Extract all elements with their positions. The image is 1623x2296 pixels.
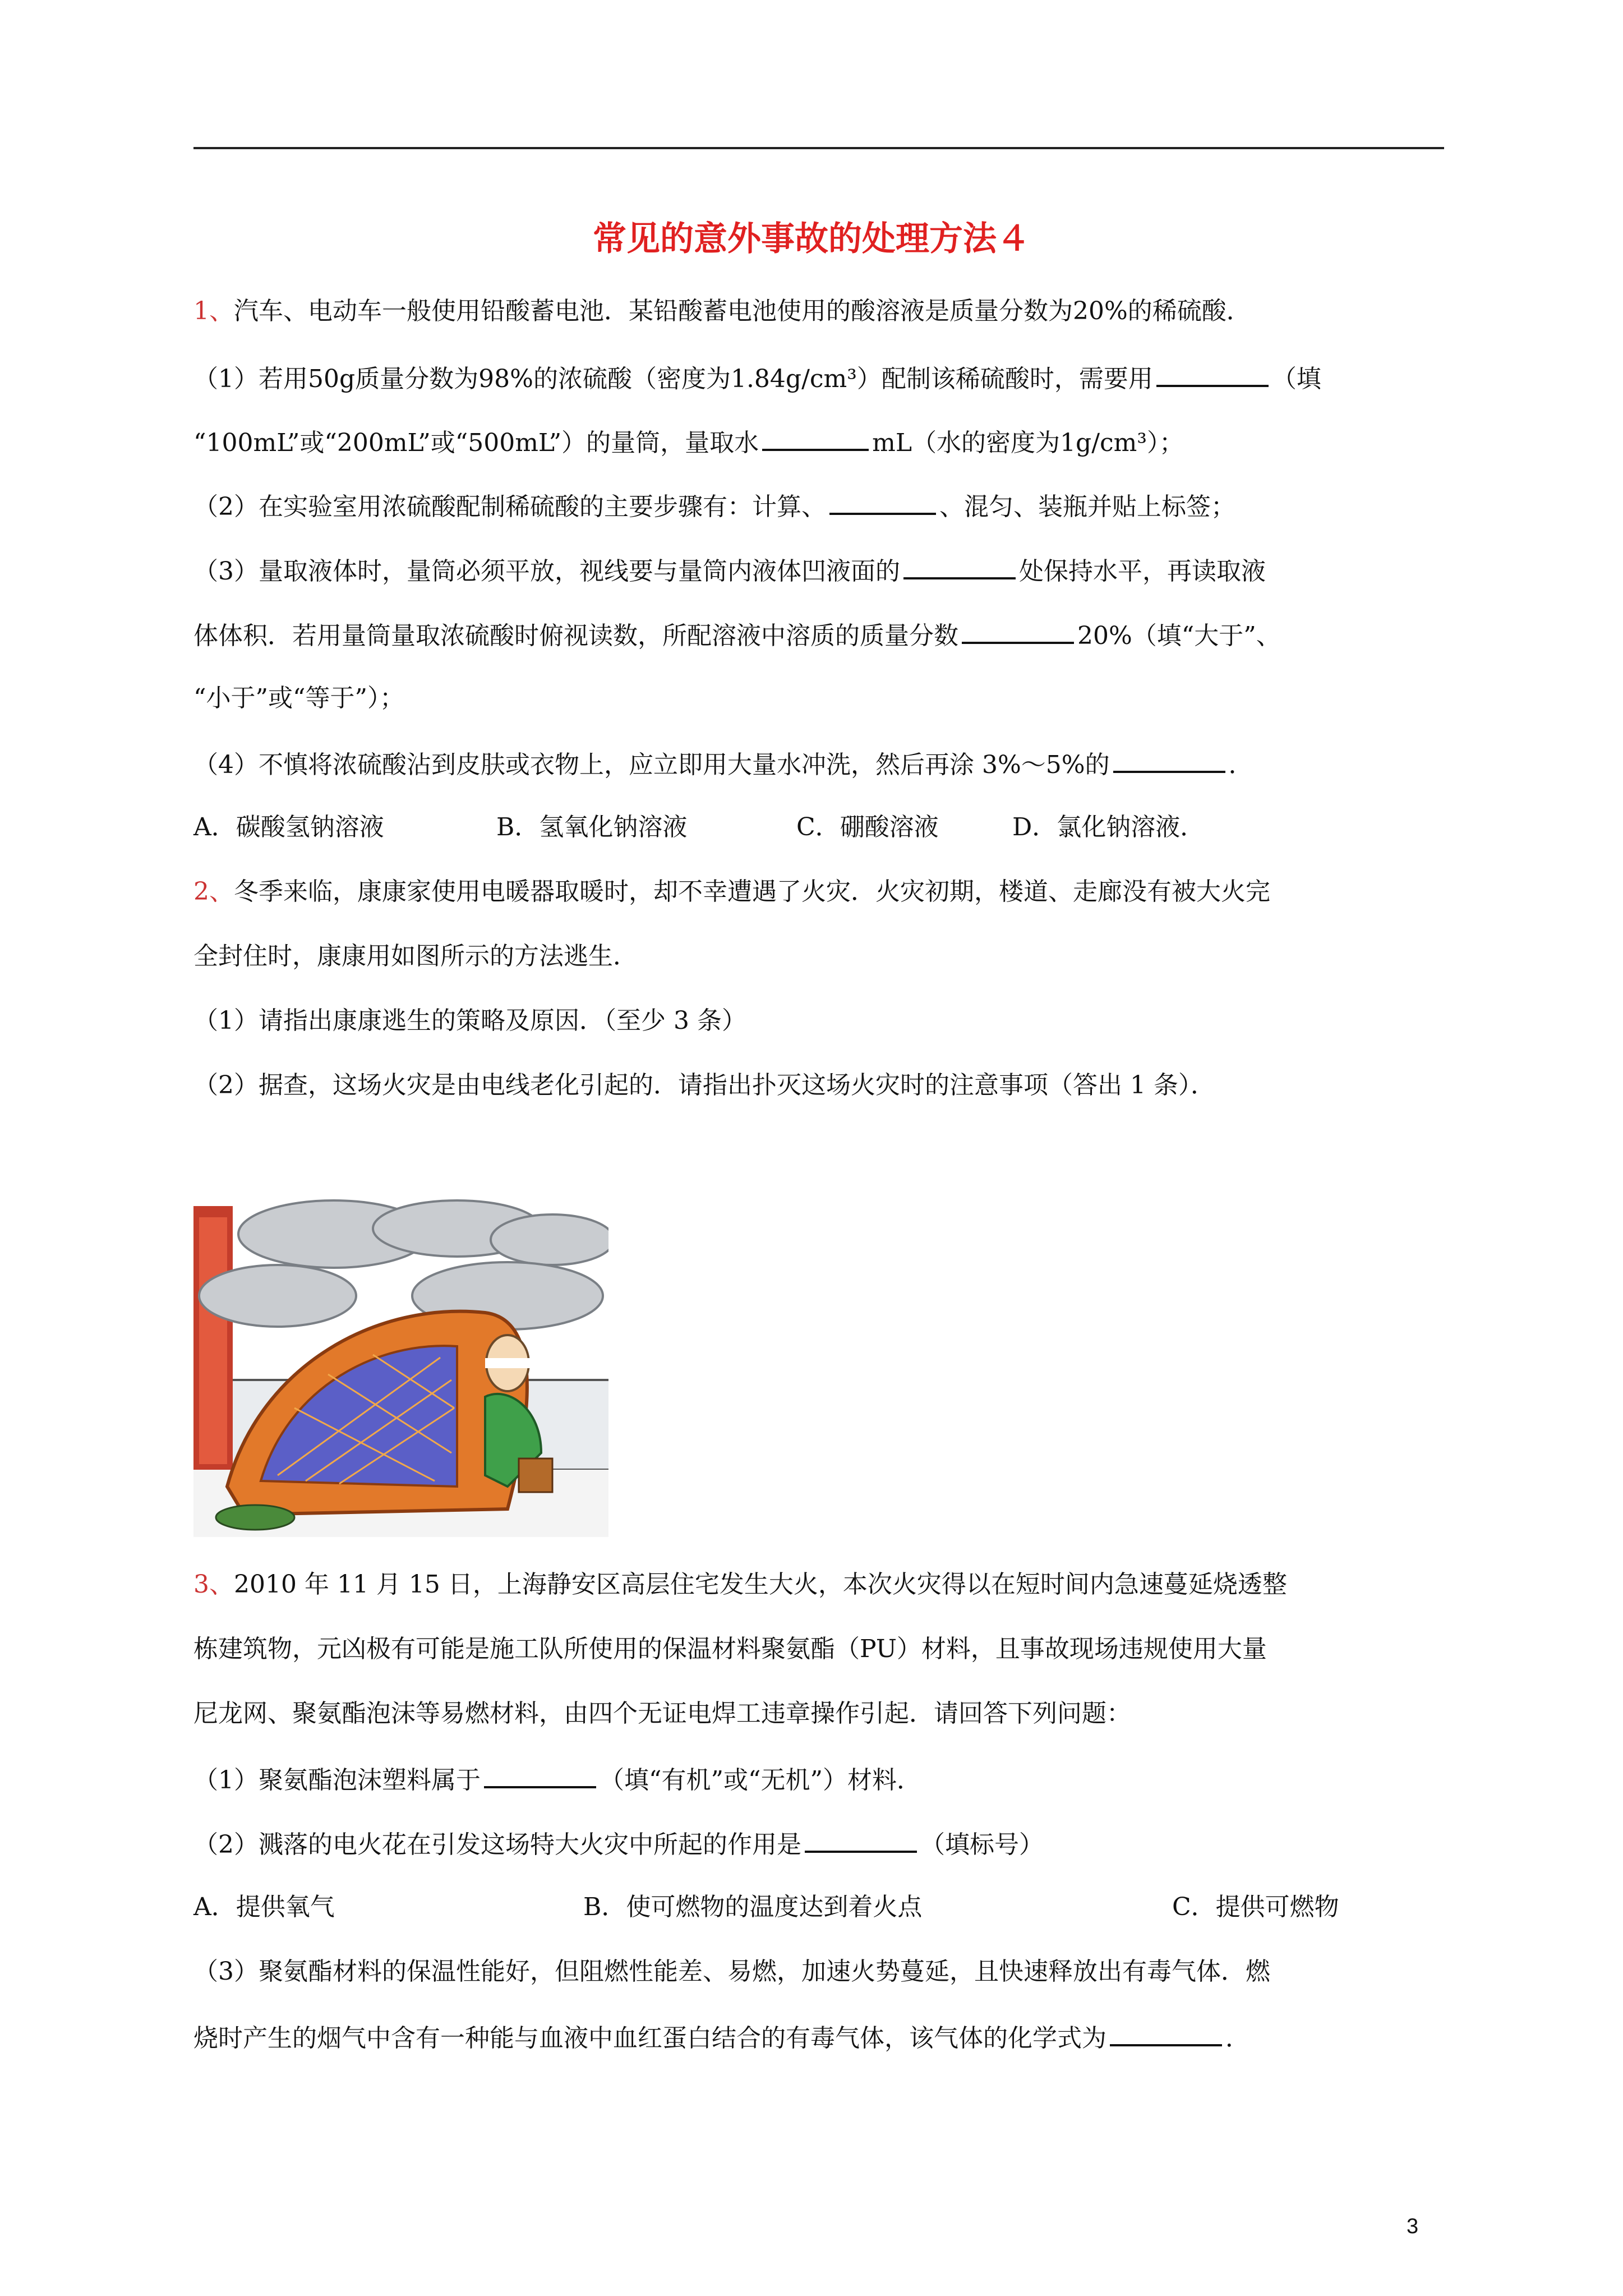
q1-blank-water[interactable] <box>762 424 869 451</box>
q3-part3-line1: （3）聚氨酯材料的保温性能好，但阻燃性能差、易燃，加速火势蔓延，且快速释放出有毒气体．燃 <box>193 1957 1270 1986</box>
q2-stem-line1: 2、冬季来临，康康家使用电暖器取暖时，却不幸遭遇了火灾．火灾初期，楼道、走廊没有被大火完 <box>193 877 1270 906</box>
q1-blank-solution[interactable] <box>1113 746 1225 773</box>
q3-stem-line3: 尼龙网、聚氨酯泡沫等易燃材料，由四个无证电焊工违章操作引起．请回答下列问题： <box>193 1699 1131 1728</box>
q1-option-c[interactable]: C．硼酸溶液 <box>796 813 939 841</box>
q3-blank-material[interactable] <box>484 1761 596 1788</box>
header-rule <box>193 147 1444 149</box>
q3-part1: （1）聚氨酯泡沫塑料属于 （填“有机”或“无机”）材料． <box>193 1761 921 1795</box>
q1-option-a[interactable]: A．碳酸氢钠溶液 <box>193 813 384 841</box>
q1-stem: 1、汽车、电动车一般使用铅酸蓄电池．某铅酸蓄电池使用的酸溶液是质量分数为20%的稀硫酸． <box>193 297 1251 325</box>
q1-number: 1、 <box>193 297 234 325</box>
q1-blank-step[interactable] <box>829 488 936 515</box>
q3-stem-line2: 栋建筑物，元凶极有可能是施工队所使用的保温材料聚氨酯（PU）材料，且事故现场违规使用大量 <box>193 1635 1267 1663</box>
fire-escape-illustration <box>193 1195 608 1537</box>
page-title: 常见的意外事故的处理方法４ <box>593 219 1030 259</box>
q3-option-c[interactable]: C．提供可燃物 <box>1172 1893 1339 1921</box>
q3-part2: （2）溅落的电火花在引发这场特大火灾中所起的作用是 （填标号） <box>193 1826 1044 1860</box>
q2-part2: （2）据查，这场火灾是由电线老化引起的．请指出扑灭这场火灾时的注意事项（答出 1 条）． <box>193 1071 1215 1099</box>
q3-number: 3、 <box>193 1570 234 1599</box>
q3-blank-formula[interactable] <box>1110 2019 1222 2046</box>
q3-stem-line1: 3、2010 年 11 月 15 日，上海静安区高层住宅发生大火，本次火灾得以在短时间内急速蔓延烧透整 <box>193 1570 1287 1599</box>
q1-option-b[interactable]: B．氢氧化钠溶液 <box>496 813 688 841</box>
q1-part3-line1: （3）量取液体时，量筒必须平放，视线要与量筒内液体凹液面的 处保持水平，再读取液 <box>193 553 1266 586</box>
q1-part2: （2）在实验室用浓硫酸配制稀硫酸的主要步骤有：计算、 、混匀、装瓶并贴上标签； <box>193 488 1235 522</box>
q1-blank-meniscus[interactable] <box>903 553 1016 579</box>
q3-part3-line2: 烧时产生的烟气中含有一种能与血液中血红蛋白结合的有毒气体，该气体的化学式为 ． <box>193 2019 1250 2053</box>
q2-part1: （1）请指出康康逃生的策略及原因．（至少 3 条） <box>193 1006 746 1035</box>
q3-option-b[interactable]: B．使可燃物的温度达到着火点 <box>583 1893 923 1921</box>
q1-part1-line2: “100mL”或“200mL”或“500mL”）的量筒，量取水 mL（水的密度为1g/cm³）； <box>193 424 1184 458</box>
q1-part3-line3: “小于”或“等于”）； <box>193 684 404 712</box>
q3-option-a[interactable]: A．提供氧气 <box>193 1893 335 1921</box>
q1-blank-fraction[interactable] <box>962 617 1074 644</box>
q1-option-d[interactable]: D．氯化钠溶液． <box>1012 813 1205 841</box>
q1-part4: （4）不慎将浓硫酸沾到皮肤或衣物上，应立即用大量水冲洗，然后再涂 3%～5%的 ． <box>193 746 1253 780</box>
q2-number: 2、 <box>193 877 234 906</box>
q2-stem-line2: 全封住时，康康用如图所示的方法逃生． <box>193 942 638 970</box>
q1-blank-cylinder[interactable] <box>1156 360 1269 387</box>
q3-blank-role[interactable] <box>805 1826 917 1853</box>
q1-part1-line1: （1）若用50g质量分数为98%的浓硫酸（密度为1.84g/cm³）配制该稀硫酸时，需要用 （填 <box>193 360 1321 394</box>
page-number: 3 <box>1407 2215 1419 2238</box>
q1-part3-line2: 体体积．若用量筒量取浓硫酸时俯视读数，所配溶液中溶质的质量分数 20%（填“大于”、 <box>193 617 1281 651</box>
